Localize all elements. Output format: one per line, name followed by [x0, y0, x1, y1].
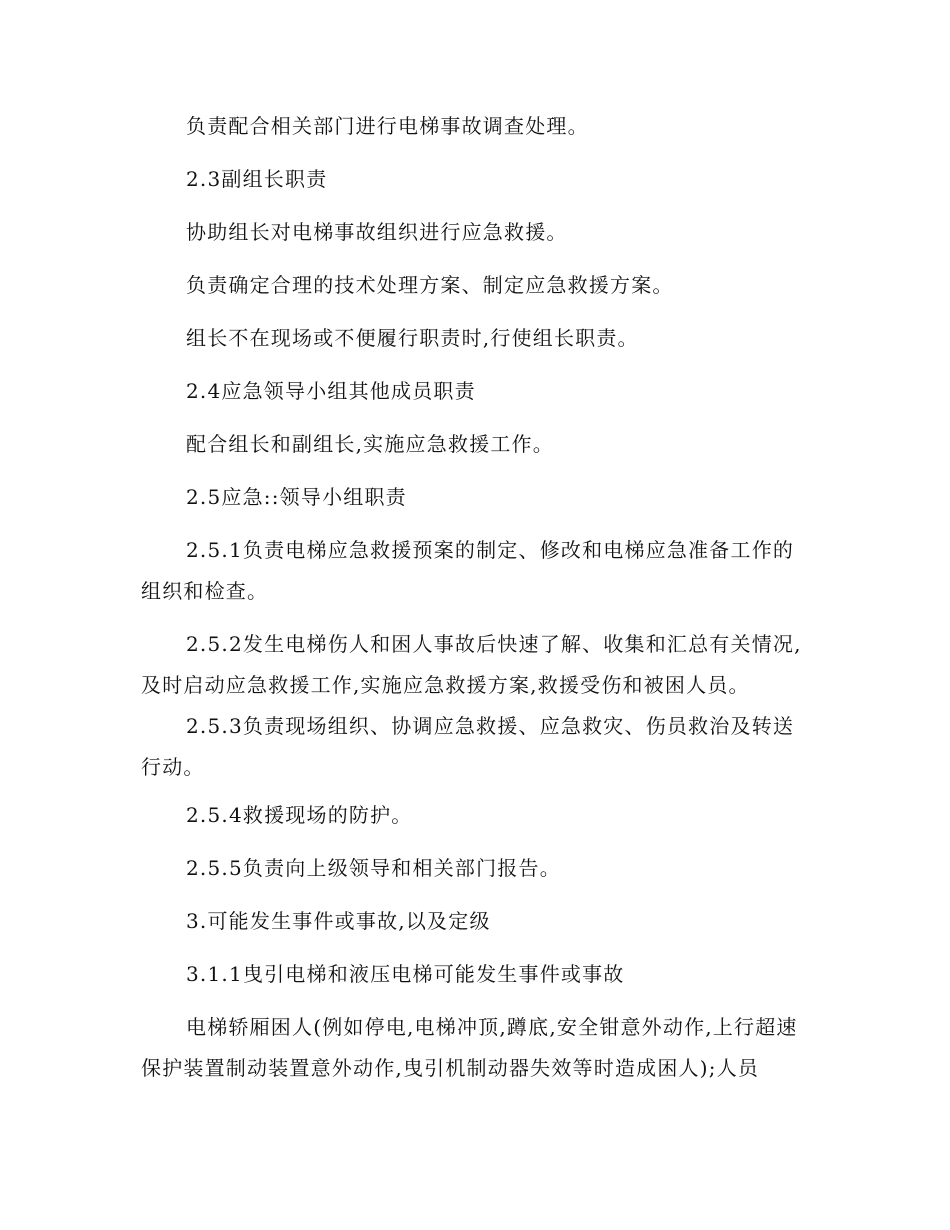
heading-other-members-duties: 2.4应急领导小组其他成员职责 — [186, 379, 476, 403]
paragraph-acting-leader: 组长不在现场或不便履行职责时,行使组长职责。 — [186, 326, 639, 350]
paragraph-2-5-5: 2.5.5负责向上级领导和相关部门报告。 — [186, 856, 561, 880]
paragraph-2-5-3: 2.5.3负责现场组织、协调应急救援、应急救灾、伤员救治及转送行动。 — [141, 714, 795, 779]
heading-deputy-leader-duties: 2.3副组长职责 — [186, 167, 328, 191]
paragraph-assist-leader: 协助组长对电梯事故组织进行应急救援。 — [186, 220, 568, 244]
paragraph-cooperate-rescue: 配合组长和副组长,实施应急救援工作。 — [186, 432, 554, 456]
paragraph-2-5-1: 2.5.1负责电梯应急救援预案的制定、修改和电梯应急准备工作的组织和检查。 — [141, 538, 795, 603]
paragraph-technical-plan: 负责确定合理的技术处理方案、制定应急救援方案。 — [186, 273, 674, 297]
paragraph-2-5-4: 2.5.4救援现场的防护。 — [186, 803, 413, 827]
paragraph-trapped-passengers: 电梯轿厢困人(例如停电,电梯冲顶,蹲底,安全钳意外动作,上行超速保护装置制动装置意外动作,曳引机制动器失效等时造成困人);人员 — [141, 1015, 798, 1080]
heading-leading-group-duties: 2.5应急::领导小组职责 — [186, 485, 407, 509]
heading-3-1-1: 3.1.1曳引电梯和液压电梯可能发生事件或事故 — [186, 962, 625, 986]
heading-possible-events: 3.可能发生事件或事故,以及定级 — [186, 909, 491, 933]
paragraph-2-5-2: 2.5.2发生电梯伤人和困人事故后快速了解、收集和汇总有关情况,及时启动应急救援工作,实施应急救援方案,救援受伤和被困人员。 — [141, 632, 802, 697]
paragraph-accident-investigation: 负责配合相关部门进行电梯事故调查处理。 — [186, 114, 589, 138]
